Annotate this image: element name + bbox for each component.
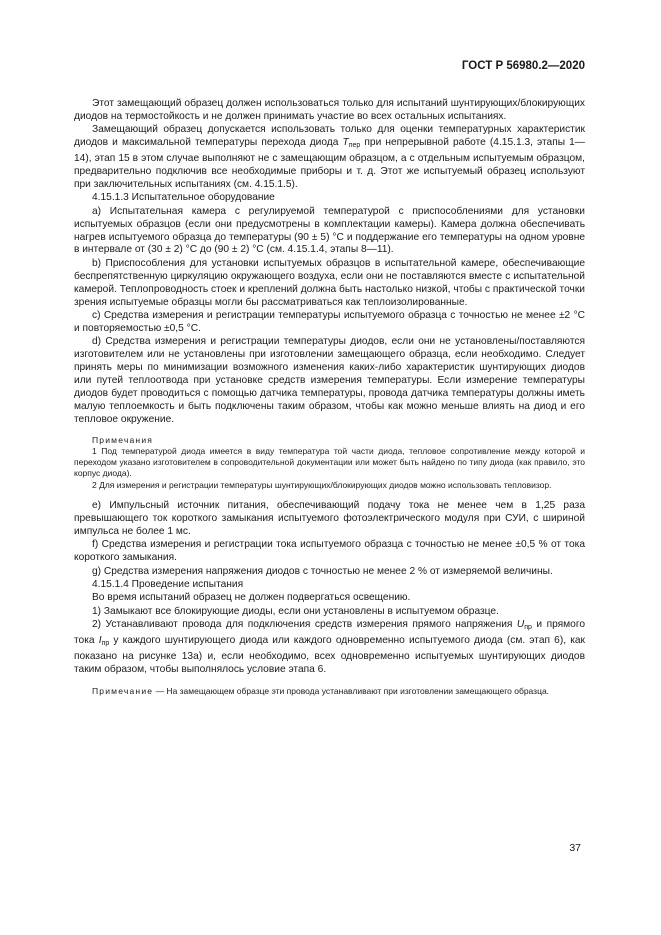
final-note: Примечание — На замещающем образце эти провода устанавливают при изготовлении замещающего образца. bbox=[92, 685, 550, 696]
step-item: 2) Устанавливают провода для подключения средств измерения прямого напряжения $U_{пр}$ и прямого тока $I_{пр}$ у каждого шунтирующего диода или каждого одновременно испытуемого диода (см. этап 6), как показано на рисунке 13а) и, если необходимо, всех одновременно испытуемых шунтирующих диодов таким образом, чтобы выполнялось условие этапа 6. bbox=[74, 619, 585, 675]
list-item: f) Средства измерения и регистрации тока испытуемого образца с точностью не менее ±0,5 % от тока короткого замыкания. bbox=[74, 539, 585, 564]
symbol: I bbox=[98, 635, 102, 647]
list-item: c) Средства измерения и регистрации температуры испытуемого образца с точностью не менее ±2 °С и повторяемостью ±0,5 °С. bbox=[74, 310, 585, 334]
document-id: ГОСТ Р 56980.2—2020 bbox=[461, 60, 585, 72]
paragraph: Замещающий образец допускается использовать только для оценки температурных характеристик диодов и максимальной температуры перехода диода $T_{пер}$ при непрерывной работе (4.15.1.3, этапы 1—14), этап 15 в этом случае выполняют не с замещающим образцом, а с отдельным испытуемым образцом, предварительно подключив все необходимые приборы и т. д. Этот же испытуемый образец используют при заключительных испытаниях (см. 4.15.1.5). bbox=[74, 124, 585, 190]
list-item: а) Испытательная камера с регулируемой температурой с приспособлениями для установки испытуемых образцов (если они предусмотрены в комплектации камеры). Камера должна обеспечивать нагрев испытуемого образца до температуры (90 ± 5) °С и поддержание его температуры на одном уровне в интервале от (30 ± 2) °С до (90 ± 2) °С (см. 4.15.1.4, этапы 8—11). bbox=[74, 205, 585, 256]
list-item: g) Средства измерения напряжения диодов с точностью не менее 2 % от измеряемой величины. bbox=[92, 565, 553, 577]
section-heading: 4.15.1.4 Проведение испытания bbox=[92, 579, 244, 591]
symbol: T bbox=[342, 137, 349, 149]
notes-title: Примечания bbox=[92, 434, 154, 445]
page-number: 37 bbox=[569, 842, 581, 854]
list-item: d) Средства измерения и регистрации температуры диодов, если они не установлены/поставляются изготовителем или не установлены при изготовлении замещающего образца, если необходимо. Следует принять меры по минимизации возможного изменения каких-либо характеристик шунтирующих диодов или путей теплоотвода при установке средств измерения температуры. Если измерение температуры диодов будет проводиться с помощью датчика температуры, провода датчика температуры должны иметь малую теплоемкость и быть подключены таким образом, чтобы как можно меньше влиять на диод и его тепловое окружение. bbox=[74, 336, 585, 425]
note-item: 2 Для измерения и регистрации температуры шунтирующих/блокирующих диодов можно использовать тепловизор. bbox=[92, 480, 552, 491]
list-item: e) Импульсный источник питания, обеспечивающий подачу тока не менее чем в 1,25 раза превышающего ток короткого замыкания испытуемого фотоэлектрического модуля при СУИ, с шириной импульса не более 1 мс. bbox=[74, 500, 585, 537]
symbol: U bbox=[516, 619, 525, 631]
note-item: 1 Под температурой диода имеется в виду температура той части диода, тепловое сопротивление между которой и переходом указано изготовителем в сопроводительной документации или может быть найдено по типу диода (как правило, это корпус диода). bbox=[74, 446, 585, 479]
notes-block bbox=[74, 435, 585, 491]
paragraph: Этот замещающий образец должен использоваться только для испытаний шунтирующих/блокирующих диодов на термостойкость и не должен принимать участие во всех остальных испытаниях. bbox=[74, 98, 585, 122]
section-heading: 4.15.1.3 Испытательное оборудование bbox=[92, 192, 275, 204]
list-item: b) Приспособления для установки испытуемых образцов в испытательной камере, обеспечивающие беспрепятственную циркуляцию окружающего воздуха, если они не поставляются вместе с испытательной камерой. Теплопроводность стоек и креплений должна быть настолько низкой, чтобы с практической точки зрения испытуемые образцы могли бы рассматриваться как теплоизолированные. bbox=[74, 257, 585, 308]
paragraph: Во время испытаний образец не должен подвергаться освещению. bbox=[92, 592, 411, 604]
step-item: 1) Замыкают все блокирующие диоды, если они установлены в испытуемом образце. bbox=[92, 605, 499, 617]
page-body bbox=[74, 98, 585, 698]
